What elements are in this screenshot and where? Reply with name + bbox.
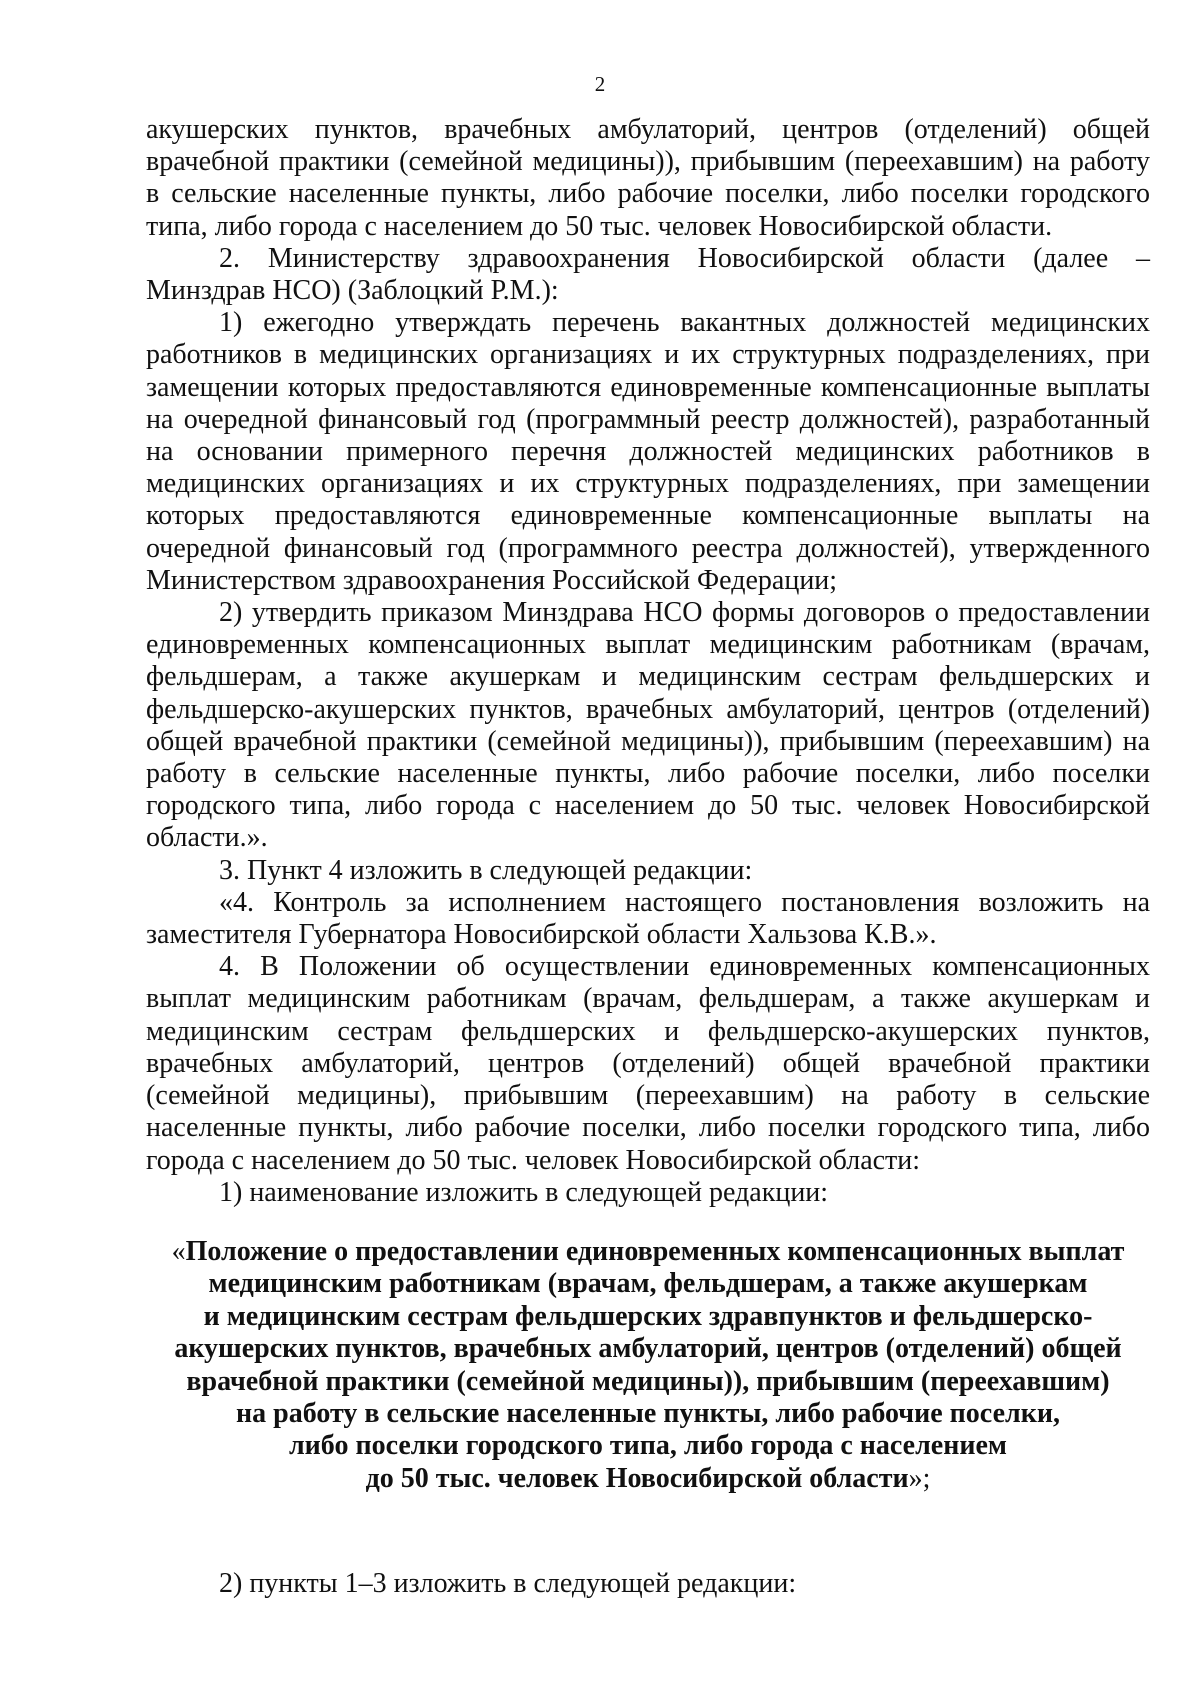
paragraph-subitem-2: 2) утвердить приказом Минздрава НСО формы договоров о предоставлении единовременных компенсационных выплат медицинским работникам (врачам, фельдшерам, а также акушеркам и медицинским сестрам фельдшерских и фельдшерско-акушерских пунктов, врачебных амбулаторий, центров (отделений) общей врачебной практики (семейной медицины)), прибывшим (переехавшим) на работу в сельские населенные пункты, либо рабочие поселки, либо поселки городского типа, либо города с населением до 50 тыс. человек Новосибирской области.». xyxy=(146,597,1150,854)
title-line-6: на работу в сельские населенные пункты, либо рабочие поселки, xyxy=(236,1398,1060,1430)
paragraph-item-4: 4. В Положении об осуществлении единовременных компенсационных выплат медицинским работникам (врачам, фельдшерам, а также акушеркам и медицинским сестрам фельдшерских и фельдшерско-акушерских пунктов, врачебных амбулаторий, центров (отделений) общей врачебной практики (семейной медицины), прибывшим (переехавшим) на работу в сельские населенные пункты, либо рабочие поселки, либо поселки городского типа, либо города с населением до 50 тыс. человек Новосибирской области: xyxy=(146,951,1150,1176)
title-close: »; xyxy=(908,1462,931,1494)
title-line-4: акушерских пунктов, врачебных амбулаторий, центров (отделений) общей xyxy=(174,1333,1122,1365)
title-line-5: врачебной практики (семейной медицины)), прибывшим (переехавшим) xyxy=(186,1365,1110,1397)
paragraph-quoted-item-4: «4. Контроль за исполнением настоящего постановления возложить на заместителя Губернатора Новосибирской области Хальзова К.В.». xyxy=(146,886,1150,951)
title-line-7: либо поселки городского типа, либо города с населением xyxy=(288,1430,1008,1462)
title-line-1: Положение о предоставлении единовременных компенсационных выплат xyxy=(185,1236,1125,1267)
title-line-8: до 50 тыс. человек Новосибирской области xyxy=(365,1462,909,1494)
document-body xyxy=(146,114,1150,1209)
paragraph-subitem-1: 1) ежегодно утверждать перечень вакантных должностей медицинских работников в медицинских организациях и их структурных подразделениях, при замещении которых предоставляются единовременные компенсационные выплаты на очередной финансовый год (программный реестр должностей), разработанный на основании примерного перечня должностей медицинских работников в медицинских организациях и их структурных подразделениях, при замещении которых предоставляются единовременные компенсационные выплаты на очередной финансовый год (программного реестра должностей), утвержденного Министерством здравоохранения Российской Федерации; xyxy=(146,307,1150,596)
title-line-2: медицинским работникам (врачам, фельдшерам, а также акушеркам xyxy=(208,1268,1088,1300)
title-line-3: и медицинским сестрам фельдшерских здравпунктов и фельдшерско- xyxy=(203,1300,1093,1332)
paragraph-item-2: 2. Министерству здравоохранения Новосибирской области (далее – Минздрав НСО) (Заблоцкий Р.М.): xyxy=(146,242,1150,307)
title-open-quote: « xyxy=(171,1236,186,1267)
page-number: 2 xyxy=(594,72,606,96)
paragraph-subitem-2-points: 2) пункты 1–3 изложить в следующей редакции: xyxy=(219,1568,797,1599)
paragraph-subitem-1-name: 1) наименование изложить в следующей редакции: xyxy=(219,1176,829,1208)
regulation-title xyxy=(146,1236,1150,1495)
paragraph-continuation: акушерских пунктов, врачебных амбулаторий, центров (отделений) общей врачебной практики (семейной медицины)), прибывшим (переехавшим) на работу в сельские населенные пункты, либо рабочие поселки, либо поселки городского типа, либо города с населением до 50 тыс. человек Новосибирской области. xyxy=(146,114,1150,242)
paragraph-item-3: 3. Пункт 4 изложить в следующей редакции: xyxy=(219,854,753,886)
